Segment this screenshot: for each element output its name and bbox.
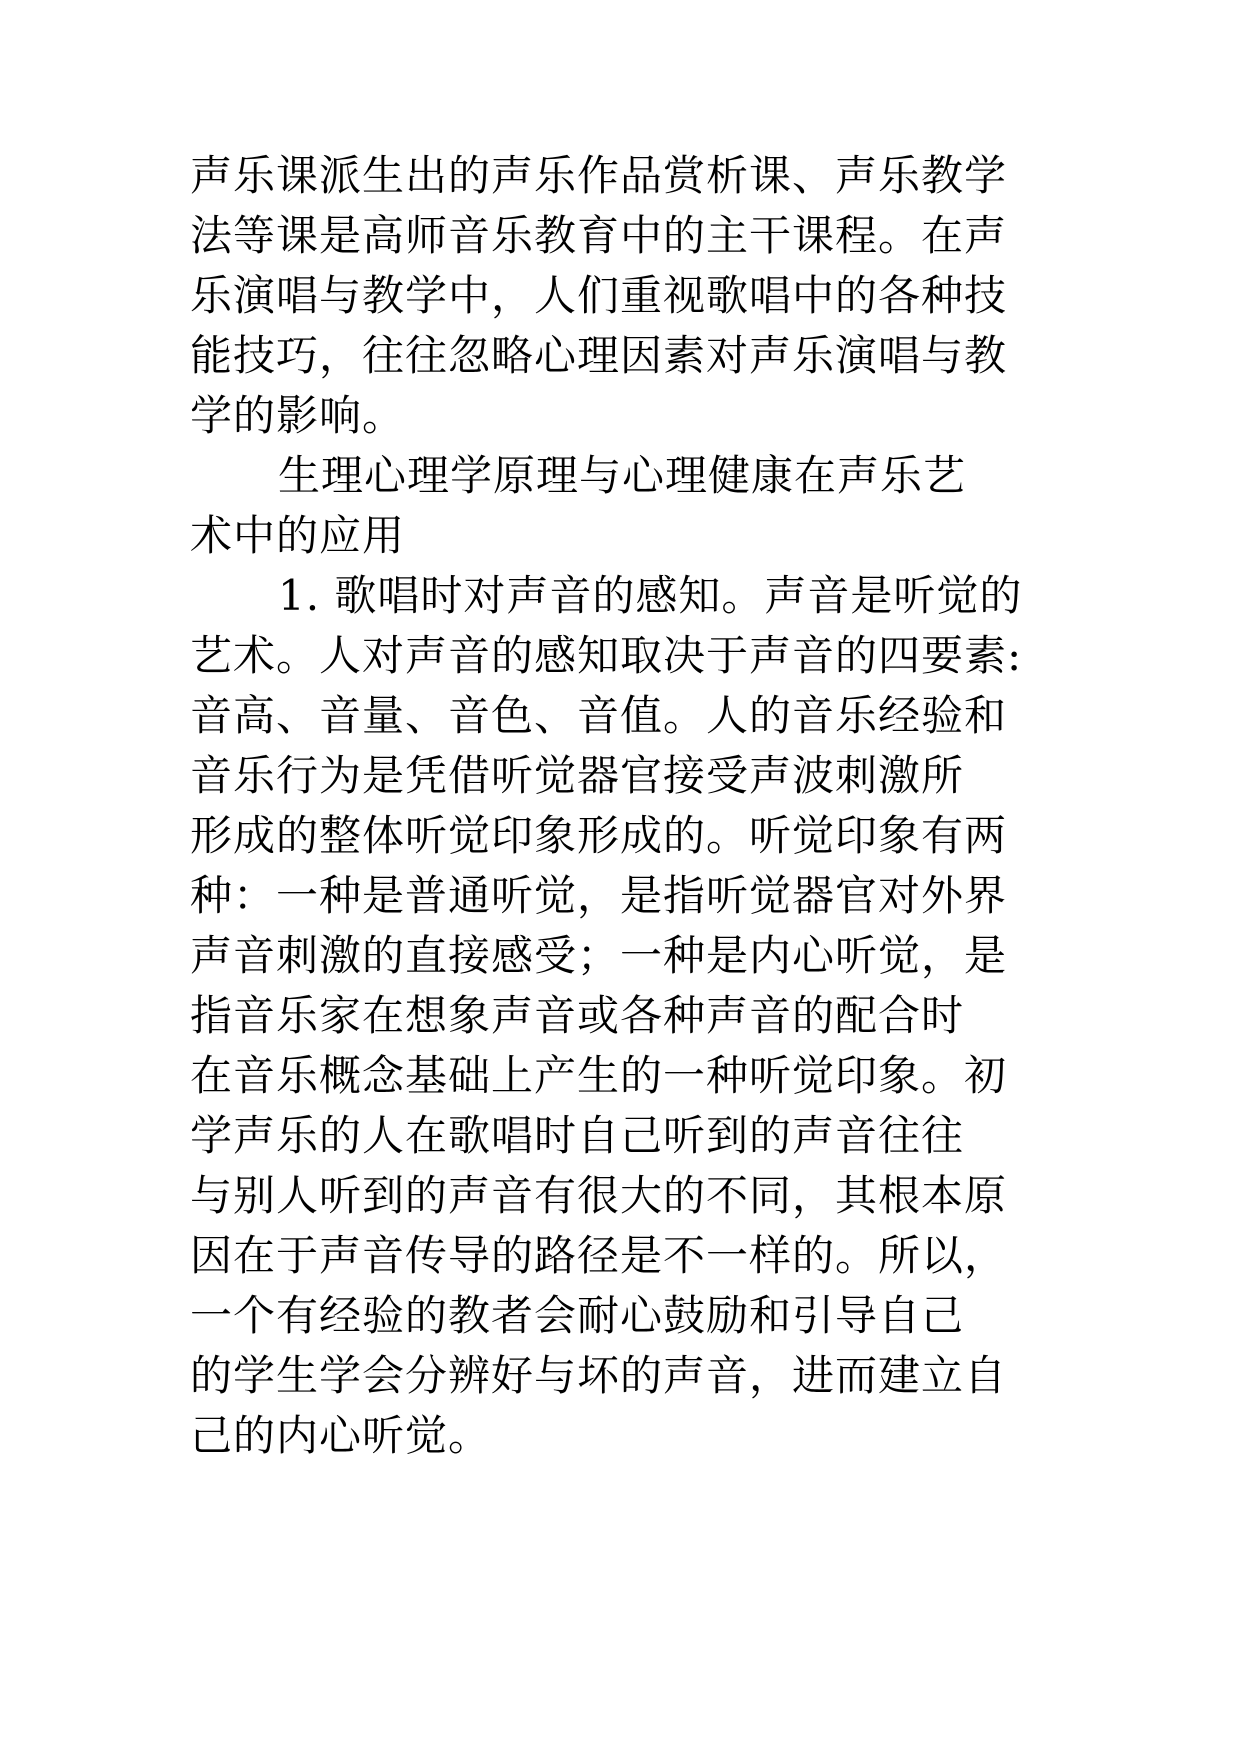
text-line: 种：一种是普通听觉，是指听觉器官对外界 <box>190 871 1008 920</box>
text-line: 乐演唱与教学中，人们重视歌唱中的各种技 <box>190 271 1008 320</box>
text-line: 一个有经验的教者会耐心鼓励和引导自己 <box>190 1291 965 1340</box>
text-line: 因在于声音传导的路径是不一样的。所以， <box>190 1231 1008 1280</box>
text-line: 音高、音量、音色、音值。人的音乐经验和 <box>190 691 1008 740</box>
text-line: 法等课是高师音乐教育中的主干课程。在声 <box>190 211 1008 260</box>
text-line: 形成的整体听觉印象形成的。听觉印象有两 <box>190 811 1008 860</box>
text-line: 指音乐家在想象声音或各种声音的配合时 <box>190 991 965 1040</box>
text-line: 声乐课派生出的声乐作品赏析课、声乐教学 <box>190 151 1008 200</box>
text-line: 学的影响。 <box>190 391 406 440</box>
text-line: 能技巧，往往忽略心理因素对声乐演唱与教 <box>190 331 1008 380</box>
text-line: 的学生学会分辨好与坏的声音，进而建立自 <box>190 1351 1008 1400</box>
text-line: 与别人听到的声音有很大的不同，其根本原 <box>190 1171 1008 1220</box>
section-heading-line: 生理心理学原理与心理健康在声乐艺 <box>278 451 967 500</box>
text-line: 在音乐概念基础上产生的一种听觉印象。初 <box>190 1051 1008 1100</box>
text-line: 音乐行为是凭借听觉器官接受声波刺激所 <box>190 751 965 800</box>
section-heading-line: 术中的应用 <box>190 511 406 560</box>
text-line: 艺术。人对声音的感知取决于声音的四要素: <box>190 631 1023 680</box>
text-line: 声音刺激的直接感受；一种是内心听觉，是 <box>190 931 1008 980</box>
text-line: 己的内心听觉。 <box>190 1411 492 1460</box>
text-line: 1. 歌唱时对声音的感知。声音是听觉的 <box>278 571 1023 620</box>
text-line: 学声乐的人在歌唱时自己听到的声音往往 <box>190 1111 965 1160</box>
body-text <box>190 146 1070 1466</box>
